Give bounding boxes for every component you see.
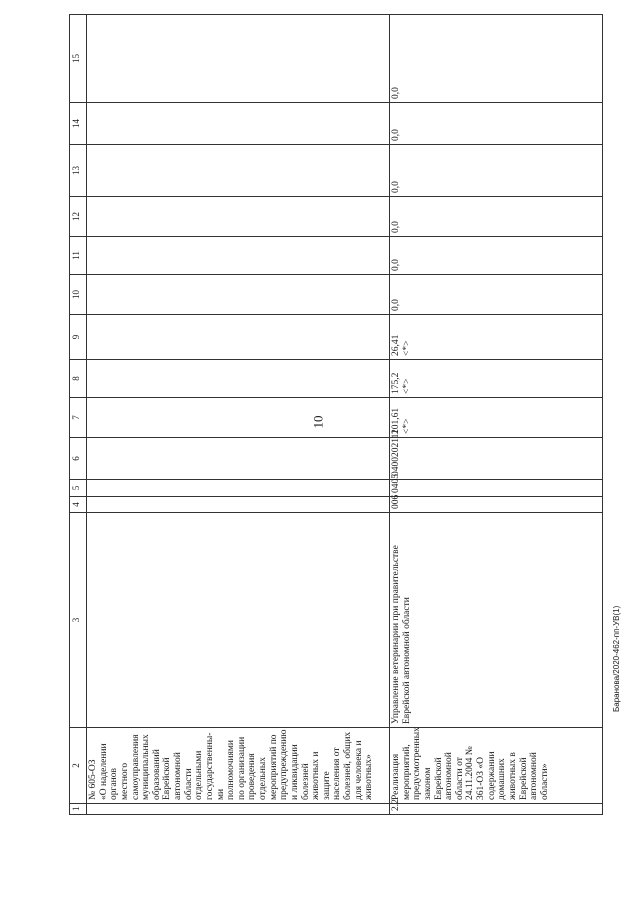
cell-executor bbox=[87, 513, 390, 728]
cell-value-12: 0,0 bbox=[390, 197, 603, 237]
cell-grbs: 006 bbox=[390, 497, 603, 513]
cell-value-13 bbox=[87, 145, 390, 197]
cell-executor: Управление ветеринарии при правительстве Еврейской автономной области bbox=[390, 513, 603, 728]
header-col-9: 9 bbox=[70, 315, 87, 360]
cell-rzpr bbox=[87, 480, 390, 497]
page-number: 10 bbox=[310, 415, 326, 429]
cell-value-11: 0,0 bbox=[390, 237, 603, 275]
cell-value-10 bbox=[87, 275, 390, 315]
cell-csr bbox=[87, 438, 390, 480]
cell-value-9: 26,41 <*> bbox=[390, 315, 603, 360]
cell-value-15: 0,0 bbox=[390, 15, 603, 103]
cell-rzpr: 0405 bbox=[390, 480, 603, 497]
cell-number: 2.2 bbox=[390, 804, 603, 815]
header-col-12: 12 bbox=[70, 197, 87, 237]
header-col-6: 6 bbox=[70, 438, 87, 480]
header-col-1: 1 bbox=[70, 804, 87, 815]
cell-value-7 bbox=[87, 398, 390, 438]
cell-value-11 bbox=[87, 237, 390, 275]
cell-value-13: 0,0 bbox=[390, 145, 603, 197]
header-col-10: 10 bbox=[70, 275, 87, 315]
cell-value-8 bbox=[87, 360, 390, 398]
header-col-2: 2 bbox=[70, 728, 87, 804]
header-col-11: 11 bbox=[70, 237, 87, 275]
cell-csr: 0400202111 bbox=[390, 438, 603, 480]
header-col-13: 13 bbox=[70, 145, 87, 197]
cell-value-10: 0,0 bbox=[390, 275, 603, 315]
program-table bbox=[69, 14, 603, 815]
cell-number bbox=[87, 804, 390, 815]
header-col-14: 14 bbox=[70, 103, 87, 145]
cell-description: Реализация мероприятий, предусмотренных законом Еврейской автономной области от 24.11.2004 № 361-ОЗ «О содержании домашних животных в Еврейской автономной области» bbox=[390, 728, 603, 804]
cell-value-14 bbox=[87, 103, 390, 145]
header-col-7: 7 bbox=[70, 398, 87, 438]
cell-value-15 bbox=[87, 15, 390, 103]
cell-grbs bbox=[87, 497, 390, 513]
cell-value-8: 175,2 <*> bbox=[390, 360, 603, 398]
header-col-3: 3 bbox=[70, 513, 87, 728]
header-col-8: 8 bbox=[70, 360, 87, 398]
header-col-15: 15 bbox=[70, 15, 87, 103]
rotated-table-container bbox=[69, 35, 602, 815]
header-col-4: 4 bbox=[70, 497, 87, 513]
header-col-5: 5 bbox=[70, 480, 87, 497]
table-row bbox=[87, 15, 390, 815]
cell-value-14: 0,0 bbox=[390, 103, 603, 145]
table-row bbox=[390, 15, 603, 815]
cell-value-9 bbox=[87, 315, 390, 360]
cell-description: № 605-ОЗ «О наделении органов местного самоуправления муниципальных образований Еврейской автономной области отдельными государственны-ми полномочиями по организации проведения отдельных мероприятий по предупреждению и ликвидации болезней животных и защите населения от болезней, общих для человека и животных» bbox=[87, 728, 390, 804]
cell-value-12 bbox=[87, 197, 390, 237]
header-row bbox=[70, 15, 87, 815]
cell-value-7: 201,61 <*> bbox=[390, 398, 603, 438]
document-code: Баранова/2020-462-пп-УВ(1) bbox=[612, 605, 621, 712]
